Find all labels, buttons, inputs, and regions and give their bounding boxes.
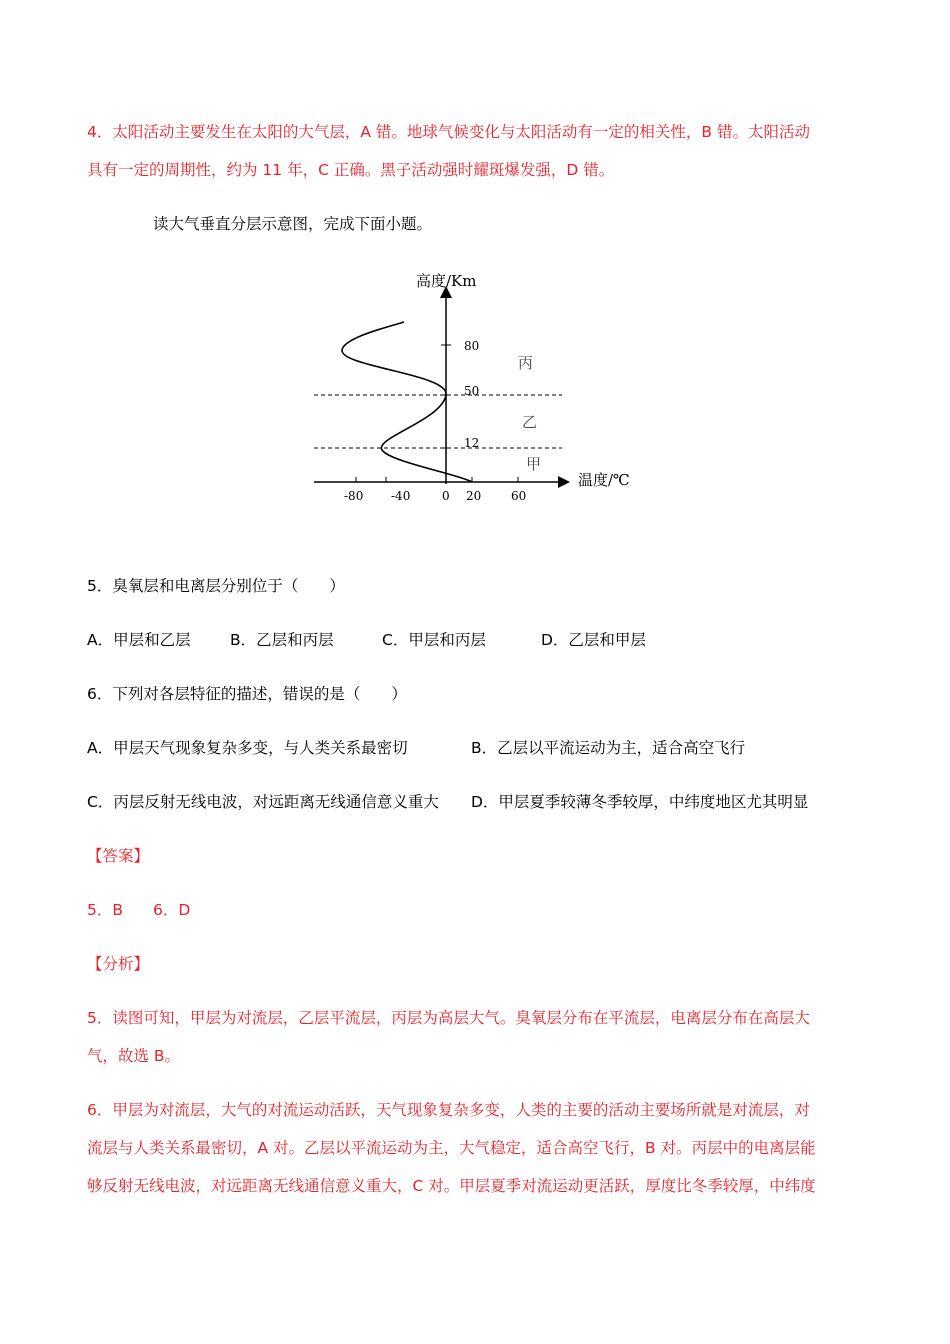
- answer-5: 5．B: [87, 901, 123, 919]
- q5-option-b[interactable]: B．乙层和丙层: [230, 631, 334, 649]
- q6-stem: 6．下列对各层特征的描述，错误的是（ ）: [87, 685, 407, 703]
- analysis5-line-1: 5．读图可知，甲层为对流层，乙层平流层，丙层为高层大气。臭氧层分布在平流层，电离层分布在高层大: [87, 1009, 810, 1027]
- q5-option-d[interactable]: D．乙层和甲层: [541, 631, 646, 649]
- analysis5-line-2: 气，故选 B。: [87, 1047, 181, 1065]
- y-axis-label: 高度/Km: [416, 272, 477, 290]
- q4-analysis-line-1: 4．太阳活动主要发生在太阳的大气层，A 错。地球气候变化与太阳活动有一定的相关性，B 错。太阳活动: [87, 123, 810, 141]
- temperature-curve: [342, 322, 472, 482]
- question-intro: 读大气垂直分层示意图，完成下面小题。: [153, 215, 433, 233]
- q5-option-a[interactable]: A．甲层和乙层: [87, 631, 191, 649]
- q6-option-b[interactable]: B．乙层以平流运动为主，适合高空飞行: [471, 739, 746, 757]
- analysis-heading: 【分析】: [87, 955, 150, 973]
- x-tick-label-m80: -80: [344, 489, 364, 503]
- q6-option-d[interactable]: D．甲层夏季较薄冬季较厚，中纬度地区尤其明显: [471, 793, 809, 811]
- x-axis-label: 温度/℃: [578, 471, 630, 489]
- y-tick-label-50: 50: [464, 384, 480, 398]
- y-tick-label-80: 80: [464, 339, 480, 353]
- atmosphere-layers-diagram: [300, 262, 660, 512]
- answer-heading: 【答案】: [87, 847, 150, 865]
- x-tick-label-0: 0: [442, 489, 450, 503]
- y-tick-label-12: 12: [464, 436, 480, 450]
- analysis6-line-1: 6．甲层为对流层，大气的对流运动活跃，天气现象复杂多变，人类的主要的活动主要场所就是对流层，对: [87, 1101, 810, 1119]
- q6-option-c[interactable]: C．丙层反射无线电波，对远距离无线通信意义重大: [87, 793, 439, 811]
- q6-option-a[interactable]: A．甲层天气现象复杂多变，与人类关系最密切: [87, 739, 408, 757]
- answer-6: 6．D: [153, 901, 191, 919]
- layer-label-yi: 乙: [522, 413, 538, 431]
- layer-label-bing: 丙: [518, 354, 534, 372]
- q5-option-c[interactable]: C．甲层和丙层: [382, 631, 486, 649]
- x-tick-label-20: 20: [466, 489, 482, 503]
- x-tick-label-m40: -40: [391, 489, 411, 503]
- analysis6-line-3: 够反射无线电波，对远距离无线通信意义重大，C 对。甲层夏季对流运动更活跃，厚度比冬季较厚，中纬度: [87, 1177, 816, 1195]
- q4-analysis-line-2: 具有一定的周期性，约为 11 年，C 正确。黑子活动强时耀斑爆发强，D 错。: [87, 161, 615, 179]
- analysis6-line-2: 流层与人类关系最密切，A 对。乙层以平流运动为主，大气稳定，适合高空飞行，B 对。丙层中的电离层能: [87, 1139, 816, 1157]
- q5-stem: 5．臭氧层和电离层分别位于（ ）: [87, 577, 345, 595]
- x-tick-label-60: 60: [511, 489, 527, 503]
- layer-label-jia: 甲: [526, 455, 542, 473]
